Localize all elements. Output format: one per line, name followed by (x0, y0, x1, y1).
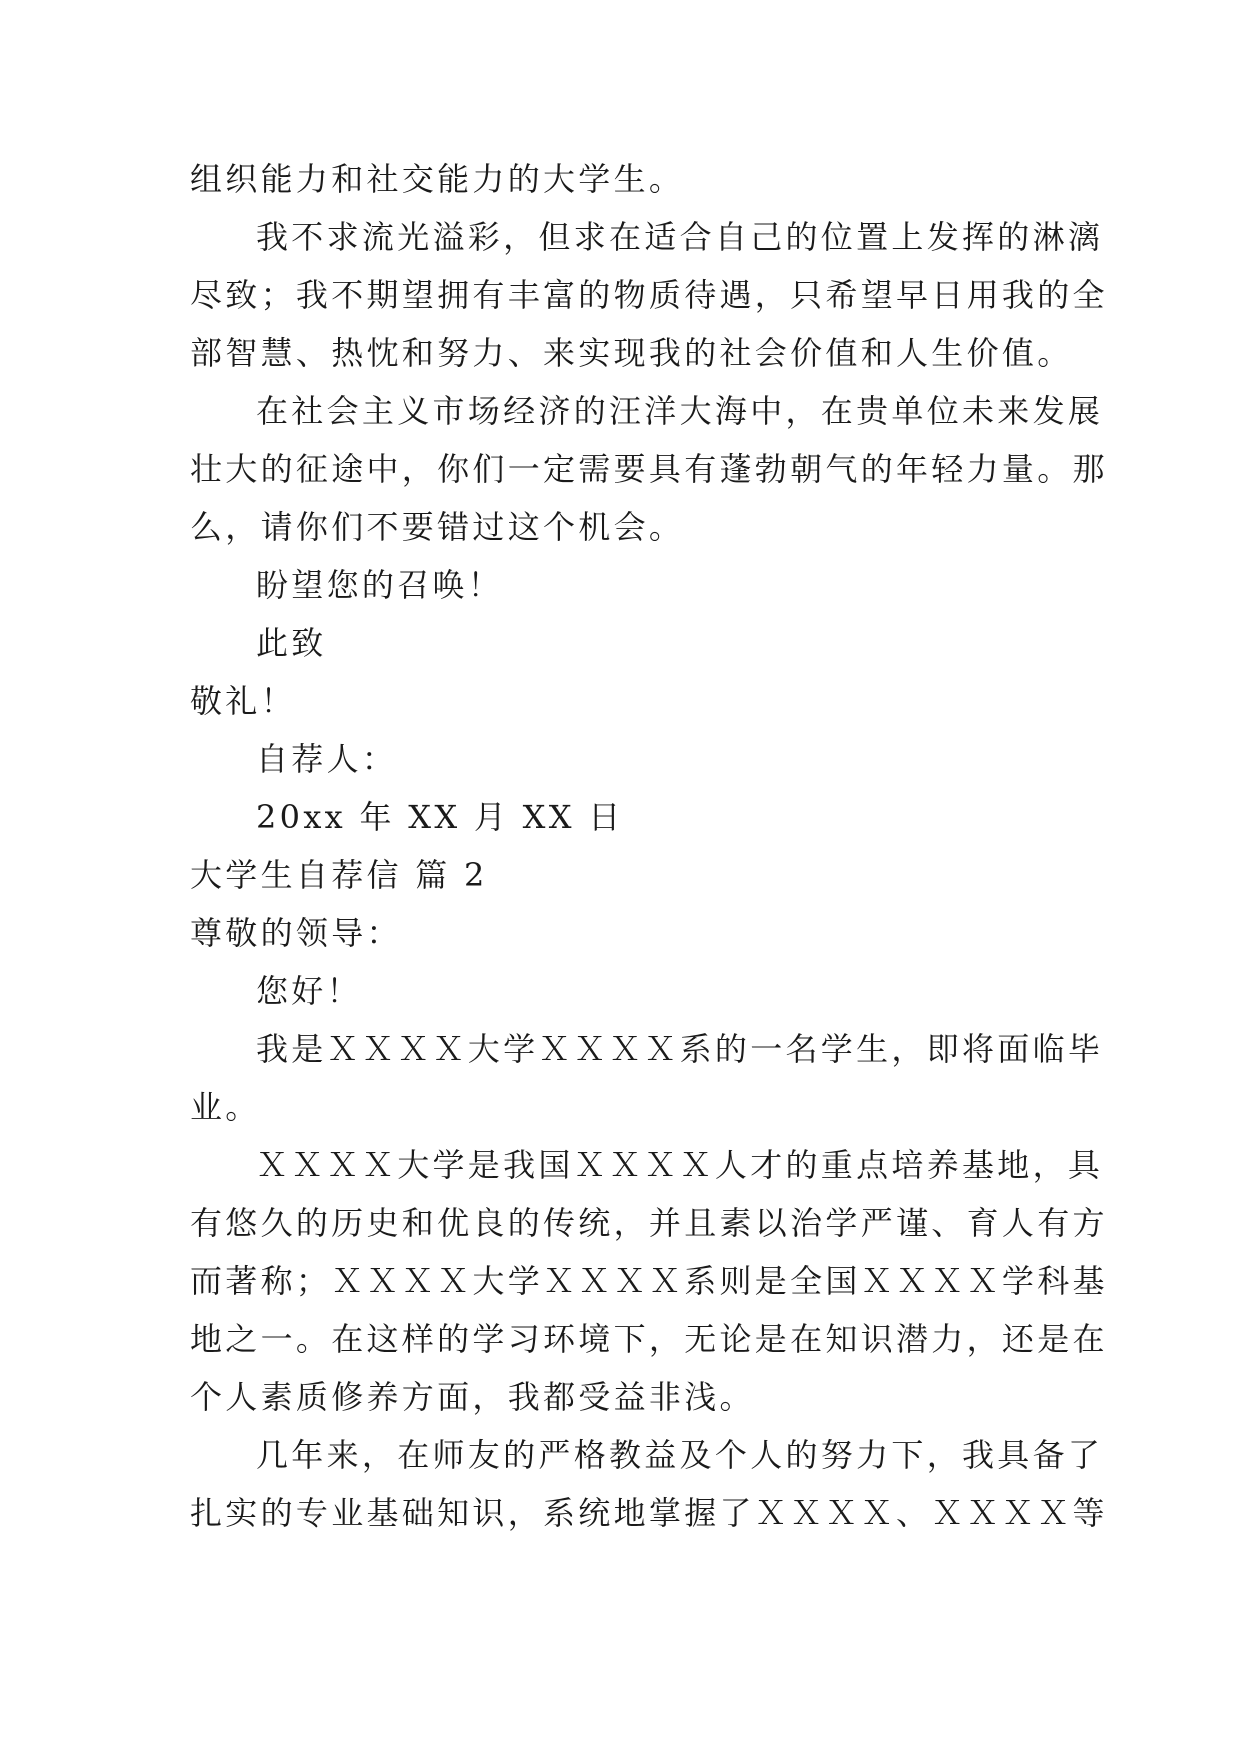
text-line: 有悠久的历史和优良的传统，并且素以治学严谨、育人有方 (190, 1204, 1108, 1242)
signature-label: 自荐人： (256, 740, 398, 778)
text-line: ＸＸＸＸ大学是我国ＸＸＸＸ人才的重点培养基地，具 (256, 1146, 1104, 1184)
text-line: 组织能力和社交能力的大学生。 (190, 160, 685, 198)
text-line: 我是ＸＸＸＸ大学ＸＸＸＸ系的一名学生，即将面临毕 (256, 1030, 1104, 1068)
text-line: 部智慧、热忱和努力、来实现我的社会价值和人生价值。 (190, 334, 1073, 372)
text-line: 地之一。在这样的学习环境下，无论是在知识潜力，还是在 (190, 1320, 1108, 1358)
text-line: 您好！ (256, 972, 362, 1010)
text-line: 么，请你们不要错过这个机会。 (190, 508, 685, 546)
document-body (190, 150, 1108, 1542)
text-line: 尽致；我不期望拥有丰富的物质待遇，只希望早日用我的全 (190, 276, 1108, 314)
text-line: 我不求流光溢彩，但求在适合自己的位置上发挥的淋漓 (256, 218, 1104, 256)
text-line: 个人素质修养方面，我都受益非浅。 (190, 1378, 755, 1416)
text-line: 在社会主义市场经济的汪洋大海中，在贵单位未来发展 (256, 392, 1104, 430)
text-line: 敬礼！ (190, 682, 296, 720)
text-line: 此致 (256, 624, 327, 662)
salutation: 尊敬的领导： (190, 914, 402, 952)
text-line: 壮大的征途中，你们一定需要具有蓬勃朝气的年轻力量。那 (190, 450, 1108, 488)
text-line: 几年来，在师友的严格教益及个人的努力下，我具备了 (256, 1436, 1104, 1474)
text-line: 业。 (190, 1088, 261, 1126)
text-line: 扎实的专业基础知识，系统地掌握了ＸＸＸＸ、ＸＸＸＸ等 (190, 1494, 1108, 1532)
text-line: 而著称；ＸＸＸＸ大学ＸＸＸＸ系则是全国ＸＸＸＸ学科基 (190, 1262, 1108, 1300)
date-line: 20xx 年 XX 月 XX 日 (256, 798, 624, 836)
text-line: 盼望您的召唤！ (256, 566, 504, 604)
section-title: 大学生自荐信 篇 2 (190, 856, 488, 894)
